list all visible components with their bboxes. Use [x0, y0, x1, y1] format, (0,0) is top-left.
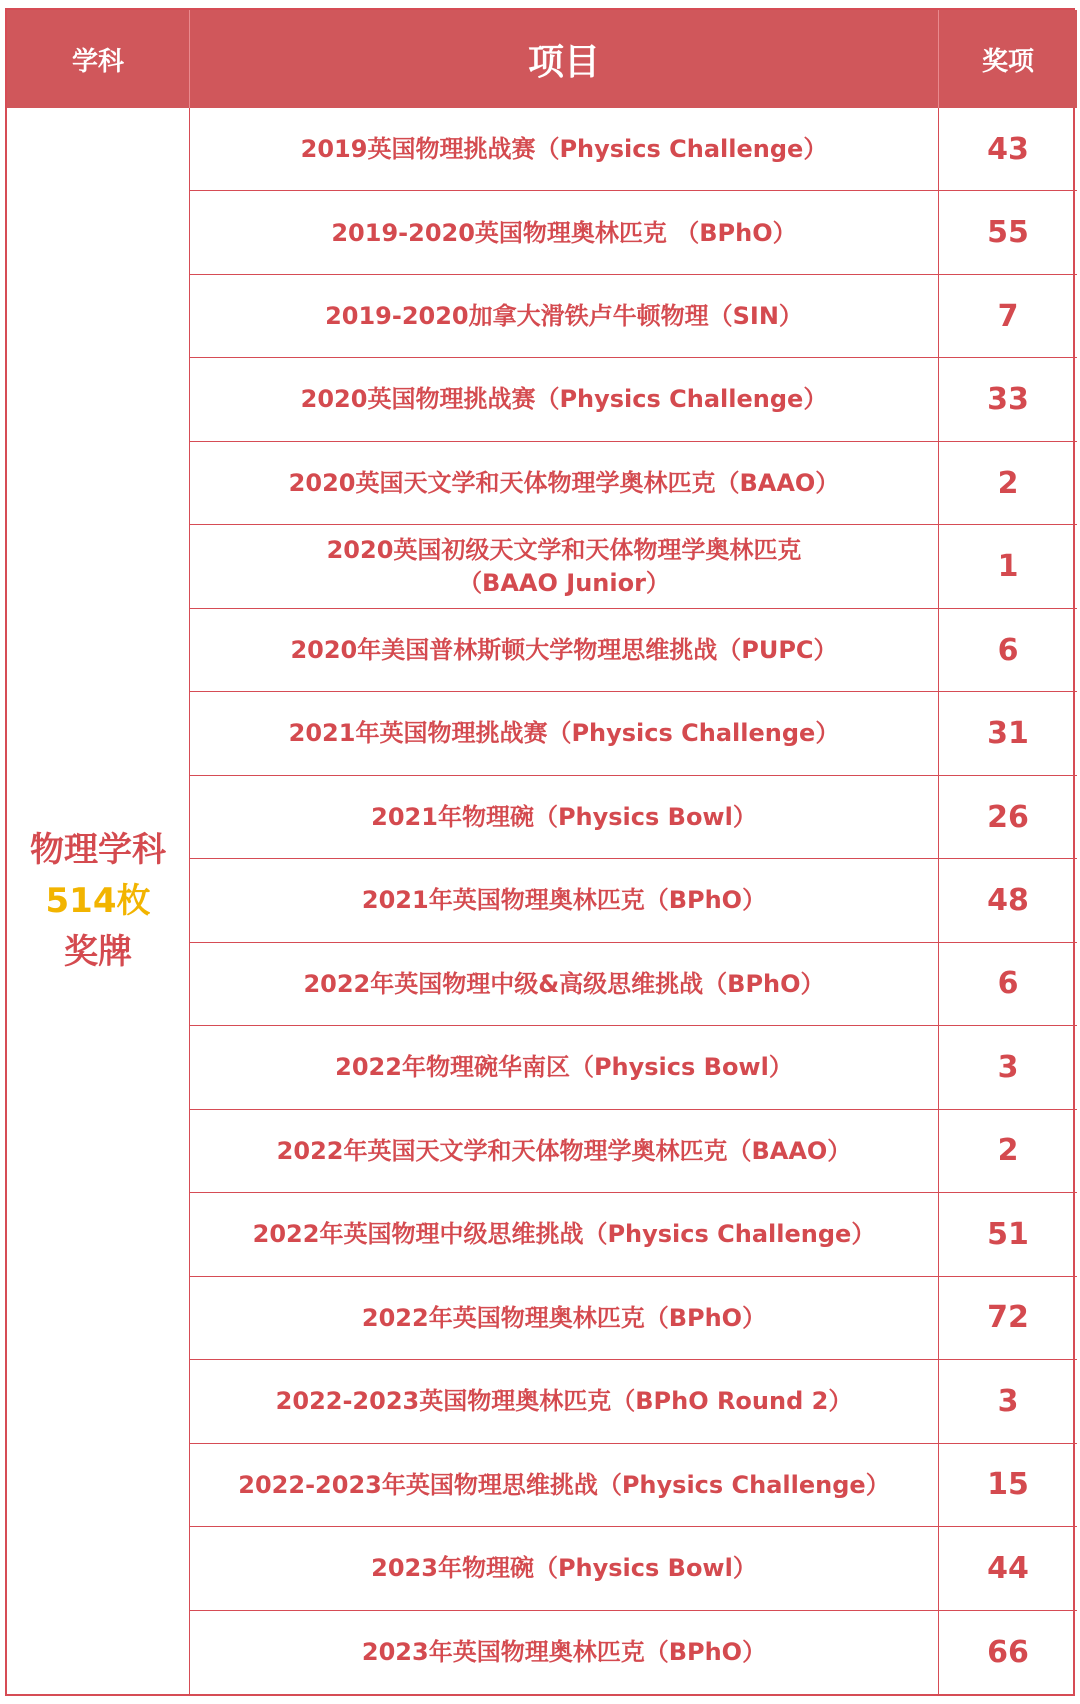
table-row-project: 2019-2020加拿大滑铁卢牛顿物理（SIN） — [190, 275, 938, 358]
table-row-award-count: 33 — [938, 358, 1077, 441]
subject-cell — [7, 108, 190, 1694]
header-subject: 学科 — [7, 10, 190, 108]
table-row-project: 2022年物理碗华南区（Physics Bowl） — [190, 1026, 938, 1109]
table-row-project: 2019-2020英国物理奥林匹克 （BPhO） — [190, 191, 938, 274]
table-row-award-count: 2 — [938, 442, 1077, 525]
header-award: 奖项 — [938, 10, 1077, 108]
table-row-project: 2023年英国物理奥林匹克（BPhO） — [361, 1638, 767, 1667]
table-row-project: 2020年美国普林斯顿大学物理思维挑战（PUPC） — [190, 609, 938, 692]
table-row-award-count: 15 — [938, 1444, 1077, 1527]
table-row-award-count: 44 — [938, 1527, 1077, 1610]
subject-medal-label: 奖牌 — [64, 931, 132, 972]
table-row-project: 2020英国初级天文学和天体物理学奥林匹克 （BAAO Junior） — [190, 525, 938, 608]
awards-table — [5, 8, 1075, 1696]
table-row-award-count: 55 — [938, 191, 1077, 274]
table-row-award-count: 31 — [938, 692, 1077, 775]
table-row-project: 2022年英国物理中级&高级思维挑战（BPhO） — [190, 943, 938, 1026]
table-row-project: 2022年英国物理中级思维挑战（Physics Challenge） — [190, 1193, 938, 1276]
table-row-award-count: 6 — [938, 943, 1077, 1026]
subject-name: 物理学科 — [30, 829, 166, 870]
table-row-project: 2020英国天文学和天体物理学奥林匹克（BAAO） — [190, 442, 938, 525]
table-row-project: 2019英国物理挑战赛（Physics Challenge） — [190, 108, 938, 191]
table-row-project: 2021年物理碗（Physics Bowl） — [190, 776, 938, 859]
table-row-award-count: 43 — [938, 108, 1077, 191]
table-row-project: 2022-2023英国物理奥林匹克（BPhO Round 2） — [190, 1360, 938, 1443]
table-row-award-count: 72 — [938, 1277, 1077, 1360]
table-row-award-count: 1 — [938, 525, 1077, 608]
table-row-award-count: 3 — [938, 1026, 1077, 1109]
table-row-project: 2020英国物理挑战赛（Physics Challenge） — [190, 358, 938, 441]
table-row-project: 2021年英国物理奥林匹克（BPhO） — [190, 859, 938, 942]
table-row-project: 2022年英国天文学和天体物理学奥林匹克（BAAO） — [190, 1110, 938, 1193]
table-row-project: 2021年英国物理挑战赛（Physics Challenge） — [190, 692, 938, 775]
table-row-award-count: 48 — [938, 859, 1077, 942]
subject-medal-count: 514枚 — [45, 880, 151, 921]
table-row-project: 2023年物理碗（Physics Bowl） — [190, 1527, 938, 1610]
table-row-award-count: 7 — [938, 275, 1077, 358]
table-row-award-count: 3 — [938, 1360, 1077, 1443]
table-row-project: 2022年英国物理奥林匹克（BPhO） — [190, 1277, 938, 1360]
table-row-award-count: 51 — [938, 1193, 1077, 1276]
table-row-project: 2022-2023年英国物理思维挑战（Physics Challenge） — [190, 1444, 938, 1527]
table-row-award-count: 66 — [938, 1611, 1077, 1694]
header-project: 项目 — [190, 10, 938, 108]
table-row-award-count: 6 — [938, 609, 1077, 692]
table-row-award-count: 26 — [938, 776, 1077, 859]
table-row-award-count: 2 — [938, 1110, 1077, 1193]
